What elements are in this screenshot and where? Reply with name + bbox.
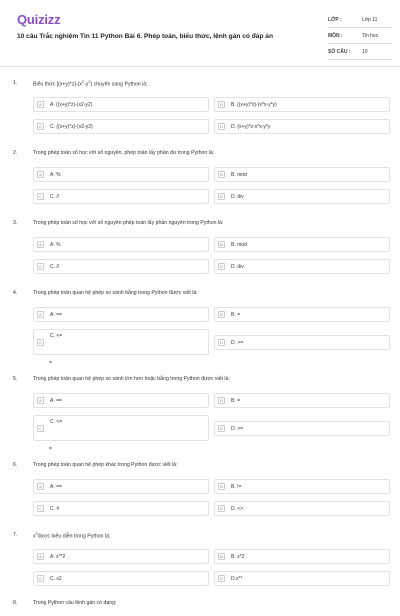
option-text: A. x**2 [50,554,66,560]
meta-table [328,12,392,60]
meta-value: Lớp 11 [362,16,378,23]
header-divider [0,66,400,67]
option-letter: D [218,263,225,270]
option-c[interactable] [33,119,209,134]
option-a[interactable] [33,97,209,112]
option-text: C. ((x+y)*z)-(x2-y2) [50,124,93,130]
question-2 [0,144,400,210]
question-number: 6. [13,462,18,468]
option-d[interactable] [214,421,390,436]
option-text: A. == [50,398,62,404]
question-number: 8. [13,600,18,606]
question-8 [0,594,400,604]
option-d[interactable] [214,119,390,134]
meta-row-subject [328,28,392,44]
question-header [0,526,400,548]
option-text: D.x** [231,576,243,582]
question-text: Trong phép toán quan hệ phép so sánh bằng trong Python được viết là: [33,290,198,296]
option-text: B. = [231,398,241,404]
option-letter: A [37,311,44,318]
superscript: 2 [88,80,91,84]
meta-key: SỐ CÂU : [328,48,351,55]
option-letter: C [37,193,44,200]
option-letter: B [218,241,225,248]
meta-key: LỚP : [328,16,342,23]
option-b[interactable] [214,393,390,408]
option-letter: C [37,425,44,432]
option-b[interactable] [214,307,390,322]
option-letter: A [37,241,44,248]
option-a[interactable] [33,167,209,182]
option-a[interactable] [33,237,209,252]
question-text-part: ) chuyển sang Python là: [90,81,148,88]
question-7 [0,526,400,592]
question-text: Trong phép toán số học với số nguyên, phép toán lấy phần dư trong Python là: [33,150,215,156]
quizizz-logo: Quizizz [17,12,61,27]
option-letter: A [37,171,44,178]
option-letter: C [37,123,44,130]
question-text: Trong Python câu lệnh gán có dạng: [33,600,117,606]
worksheet-title: 10 câu Trắc nghiệm Tin 11 Python Bài 6. Phép toán, biểu thức, lệnh gán có đáp án [17,33,274,40]
option-letter: D [218,425,225,432]
option-c[interactable] [33,415,209,441]
option-text: C. // [50,264,60,270]
question-text: Trong phép toán quan hệ phép so sánh lớn hơn hoặc bằng trong Python được viết là: [33,376,230,382]
question-number: 7. [13,532,18,538]
option-text: A. ((x+y)*z)-(x2-y2) [50,102,93,108]
option-text: D. (x+y)*z-x*x-y*y [231,124,271,130]
question-text-part: được biểu diễn trong Python là: [37,533,111,540]
question-text-part: Biểu thức [(x+y)*z]-(x [33,81,82,88]
option-a[interactable] [33,307,209,322]
option-text: D. >= [231,426,244,432]
option-letter: B [218,397,225,404]
question-text-part: x [33,533,36,540]
option-b[interactable] [214,167,390,182]
option-text: D. div [231,264,244,270]
option-b[interactable] [214,549,390,564]
option-text: C. <= [50,419,63,425]
option-letter: A [37,397,44,404]
question-header [0,284,400,306]
question-text: Trong phép toán số học với số nguyên phép toán lấy phần nguyên trong Python là: [33,220,224,226]
option-letter: B [218,101,225,108]
question-4 [0,284,400,364]
question-number: 1. [13,80,18,86]
option-text: B. mod [231,242,247,248]
option-b[interactable] [214,479,390,494]
option-letter: B [218,483,225,490]
option-c[interactable] [33,189,209,204]
option-c[interactable] [33,571,209,586]
option-text: B. != [231,484,242,490]
option-d[interactable] [214,335,390,350]
option-text: B. ((x+y)*z)-(x*x-y*y) [231,102,277,108]
option-d[interactable] [214,501,390,516]
meta-key: MÔN : [328,32,343,39]
option-letter: D [218,339,225,346]
option-letter: A [37,553,44,560]
option-text: C. # [50,506,60,512]
question-number: 2. [13,150,18,156]
option-d[interactable] [214,571,390,586]
option-c[interactable] [33,259,209,274]
question-1 [0,74,400,140]
question-6 [0,456,400,522]
question-header [0,74,400,96]
option-text: B. mod [231,172,247,178]
option-letter: C [37,263,44,270]
question-text [33,532,110,540]
option-text: A. % [50,172,61,178]
question-number: 3. [13,220,18,226]
question-header [0,456,400,478]
option-a[interactable] [33,393,209,408]
option-text: A. == [50,312,62,318]
option-text: B. x*2 [231,554,245,560]
option-text: A. % [50,242,61,248]
option-text: C. <= [50,333,63,339]
question-3 [0,214,400,280]
option-a[interactable] [33,479,209,494]
option-text: D. div [231,194,244,200]
option-text: A. == [50,484,62,490]
superscript: 2 [35,532,38,536]
option-letter: C [37,505,44,512]
question-header [0,594,400,616]
option-letter: D [218,505,225,512]
option-letter: A [37,101,44,108]
question-5 [0,370,400,450]
option-letter: D [218,193,225,200]
option-letter: B [218,311,225,318]
question-number: 4. [13,290,18,296]
question-text-part: -y [84,81,89,88]
question-number: 5. [13,376,18,382]
worksheet-header [0,0,400,68]
option-a[interactable] [33,549,209,564]
option-letter: A [37,483,44,490]
superscript: 2 [81,80,84,84]
option-c[interactable] [33,501,209,516]
option-letter: B [218,171,225,178]
option-b[interactable] [214,237,390,252]
question-header [0,214,400,236]
option-d[interactable] [214,189,390,204]
question-header [0,144,400,166]
option-text: D. >= [231,340,244,346]
option-letter: D [218,123,225,130]
option-letter: D [218,575,225,582]
question-text: Trong phép toán quan hệ phép khác trong Python được viết là: [33,462,178,468]
option-text-overflow: = [49,446,52,452]
option-text: C. // [50,194,60,200]
meta-row-class [328,12,392,28]
option-letter: C [37,339,44,346]
option-letter: B [218,553,225,560]
option-b[interactable] [214,97,390,112]
meta-value: 10 [362,48,368,55]
meta-row-count [328,44,392,60]
option-text: D. <> [231,506,244,512]
question-text [33,80,148,88]
option-text: C. x2 [50,576,62,582]
option-c[interactable] [33,329,209,355]
option-d[interactable] [214,259,390,274]
option-text: B. = [231,312,241,318]
option-text-overflow: = [49,360,52,366]
meta-value: Tin học [362,32,379,39]
question-header [0,370,400,392]
option-letter: C [37,575,44,582]
